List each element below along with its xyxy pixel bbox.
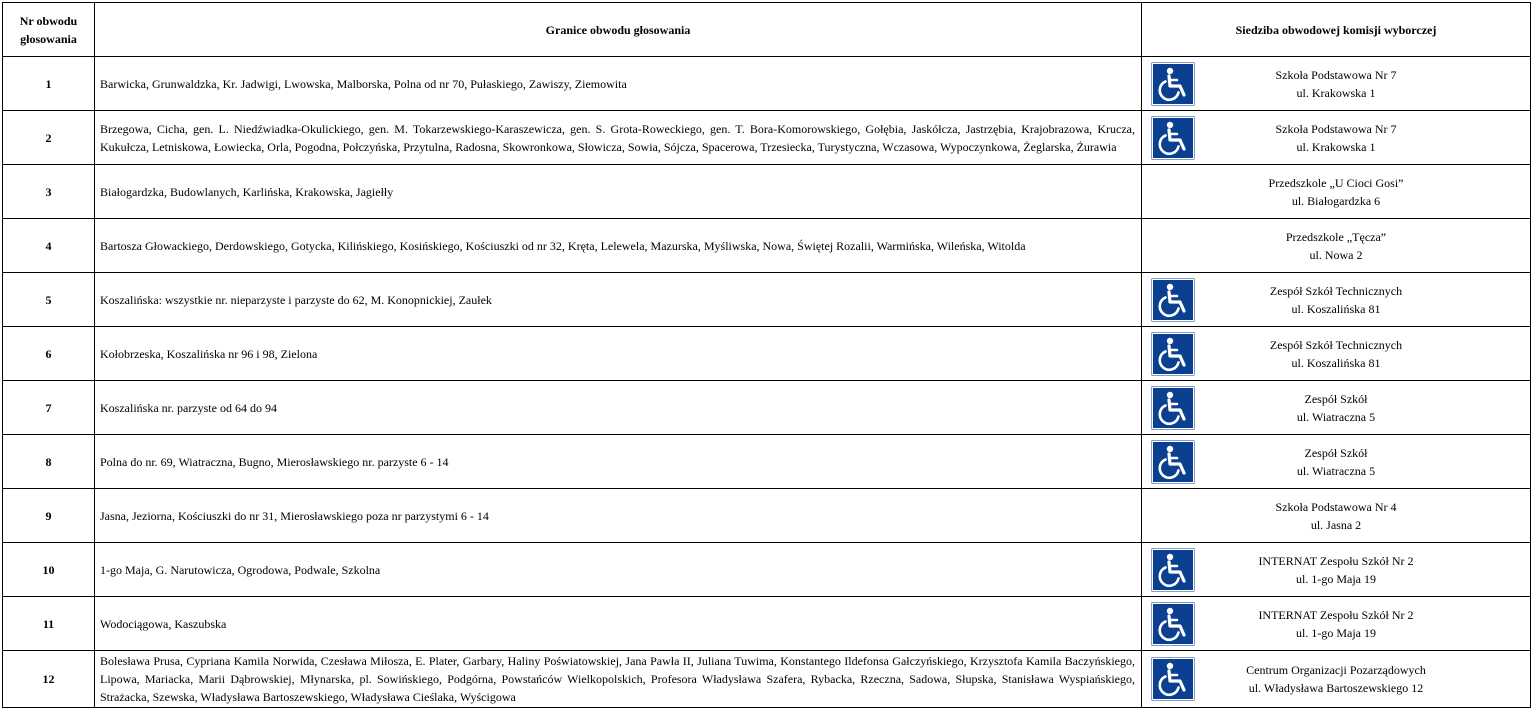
commission-seat: [1142, 543, 1531, 597]
district-number: 5: [3, 273, 95, 327]
commission-seat: [1142, 435, 1531, 489]
seat-name: INTERNAT Zespołu Szkół Nr 2: [1258, 553, 1414, 568]
district-boundaries: Koszalińska: wszystkie nr. nieparzyste i parzyste do 62, M. Konopnickiej, Zaułek: [95, 273, 1142, 327]
seat-name: INTERNAT Zespołu Szkół Nr 2: [1258, 607, 1414, 622]
district-number: 9: [3, 489, 95, 543]
commission-seat: [1142, 219, 1531, 273]
table-row: [3, 57, 1531, 111]
wheelchair-accessible-icon: [1150, 385, 1196, 431]
wheelchair-accessible-icon: [1150, 547, 1196, 593]
table-row: [3, 219, 1531, 273]
table-header-row: [3, 3, 1531, 57]
commission-seat: [1142, 165, 1531, 219]
district-boundaries: Białogardzka, Budowlanych, Karlińska, Krakowska, Jagiełły: [95, 165, 1142, 219]
district-number: 6: [3, 327, 95, 381]
district-number: 10: [3, 543, 95, 597]
seat-name: Szkoła Podstawowa Nr 7: [1275, 121, 1397, 136]
seat-address: ul. Krakowska 1: [1296, 139, 1376, 154]
seat-name: Przedszkole „U Cioci Gosi”: [1268, 175, 1404, 190]
district-boundaries: Brzegowa, Cicha, gen. L. Niedźwiadka-Okulickiego, gen. M. Tokarzewskiego-Karaszewicza, gen. S. Grota-Roweckiego, gen. T. Bora-Komorowskiego, Gołębia, Jaskółcza, Jastrzębia, Krajobrazowa, Krucza, Kukułcza, Letniskowa, Łowiecka, Orla, Pogodna, Połczyńska, Przytulna, Radosna, Skowronkowa, Słowicza, Sowia, Sójcza, Spacerowa, Trzesiecka, Turystyczna, Wczasowa, Wypoczynkowa, Żeglarska, Żurawia: [95, 111, 1142, 165]
table-row: [3, 381, 1531, 435]
commission-seat: [1142, 111, 1531, 165]
seat-address: ul. Koszalińska 81: [1291, 301, 1381, 316]
commission-seat: [1142, 327, 1531, 381]
seat-address: ul. Krakowska 1: [1296, 85, 1376, 100]
district-boundaries: Koszalińska nr. parzyste od 64 do 94: [95, 381, 1142, 435]
commission-seat: [1142, 57, 1531, 111]
table-row: [3, 111, 1531, 165]
wheelchair-accessible-icon: [1150, 601, 1196, 647]
district-boundaries: Wodociągowa, Kaszubska: [95, 597, 1142, 651]
table-row: [3, 273, 1531, 327]
seat-name: Zespół Szkół Technicznych: [1269, 283, 1403, 298]
table-row: [3, 597, 1531, 651]
table-row: [3, 651, 1531, 708]
seat-name: Przedszkole „Tęcza”: [1285, 229, 1387, 244]
seat-name: Zespół Szkół: [1304, 391, 1368, 406]
header-district-number: Nr obwodu głosowania: [3, 3, 95, 57]
district-boundaries: Polna do nr. 69, Wiatraczna, Bugno, Mierosławskiego nr. parzyste 6 - 14: [95, 435, 1142, 489]
district-boundaries: Jasna, Jeziorna, Kościuszki do nr 31, Mierosławskiego poza nr parzystymi 6 - 14: [95, 489, 1142, 543]
seat-address: ul. Nowa 2: [1309, 247, 1363, 262]
wheelchair-accessible-icon: [1150, 439, 1196, 485]
seat-address: ul. Wiatraczna 5: [1296, 409, 1376, 424]
seat-address: ul. Władysława Bartoszewskiego 12: [1248, 681, 1424, 695]
district-number: 4: [3, 219, 95, 273]
seat-name: Zespół Szkół Technicznych: [1269, 337, 1403, 352]
seat-address: ul. Koszalińska 81: [1291, 355, 1381, 370]
commission-seat: [1142, 273, 1531, 327]
seat-address: ul. 1-go Maja 19: [1296, 625, 1376, 640]
seat-name: Szkoła Podstawowa Nr 4: [1275, 499, 1397, 514]
seat-name: Szkoła Podstawowa Nr 7: [1275, 67, 1397, 82]
table-row: [3, 435, 1531, 489]
district-boundaries: 1-go Maja, G. Narutowicza, Ogrodowa, Podwale, Szkolna: [95, 543, 1142, 597]
district-number: 11: [3, 597, 95, 651]
table-row: [3, 543, 1531, 597]
district-boundaries: Bolesława Prusa, Cypriana Kamila Norwida, Czesława Miłosza, E. Plater, Garbary, Haliny Poświatowskiej, Jana Pawła II, Juliana Tuwima, Konstantego Ildefonsa Gałczyńskiego, Krzysztofa Kamila Baczyńskiego, Lipowa, Mariacka, Marii Dąbrowskiej, Młynarska, pl. Sowińskiego, Podgórna, Powstańców Wielkopolskich, Profesora Władysława Szafera, Rybacka, Rzeczna, Sadowa, Słupska, Stanisława Wyspiańskiego, Strażacka, Szewska, Władysława Bartoszewskiego, Władysława Cieślaka, Wyścigowa: [95, 651, 1142, 708]
header-district-boundaries: Granice obwodu głosowania: [95, 3, 1142, 57]
seat-address: ul. Wiatraczna 5: [1296, 463, 1376, 478]
district-number: 3: [3, 165, 95, 219]
district-number: 2: [3, 111, 95, 165]
commission-seat: [1142, 489, 1531, 543]
table-row: [3, 165, 1531, 219]
seat-address: ul. Jasna 2: [1310, 517, 1362, 532]
district-number: 8: [3, 435, 95, 489]
district-number: 12: [3, 651, 95, 708]
wheelchair-accessible-icon: [1150, 115, 1196, 161]
district-boundaries: Bartosza Głowackiego, Derdowskiego, Gotycka, Kilińskiego, Kosińskiego, Kościuszki od nr 32, Kręta, Lelewela, Mazurska, Myśliwska, Nowa, Świętej Rozalii, Warmińska, Wileńska, Witolda: [95, 219, 1142, 273]
commission-seat: [1142, 651, 1531, 708]
wheelchair-accessible-icon: [1150, 656, 1196, 702]
seat-name: Centrum Organizacji Pozarządowych: [1246, 663, 1426, 677]
seat-address: ul. 1-go Maja 19: [1296, 571, 1376, 586]
seat-address: ul. Białogardzka 6: [1291, 193, 1381, 208]
seat-name: Zespół Szkół: [1304, 445, 1368, 460]
district-number: 1: [3, 57, 95, 111]
district-number: 7: [3, 381, 95, 435]
wheelchair-accessible-icon: [1150, 277, 1196, 323]
commission-seat: [1142, 381, 1531, 435]
district-boundaries: Barwicka, Grunwaldzka, Kr. Jadwigi, Lwowska, Malborska, Polna od nr 70, Pułaskiego, Zawiszy, Ziemowita: [95, 57, 1142, 111]
wheelchair-accessible-icon: [1150, 61, 1196, 107]
table-row: [3, 327, 1531, 381]
wheelchair-accessible-icon: [1150, 331, 1196, 377]
district-boundaries: Kołobrzeska, Koszalińska nr 96 i 98, Zielona: [95, 327, 1142, 381]
header-commission-seat: Siedziba obwodowej komisji wyborczej: [1142, 3, 1531, 57]
table-row: [3, 489, 1531, 543]
polling-districts-table: [2, 2, 1531, 708]
commission-seat: [1142, 597, 1531, 651]
